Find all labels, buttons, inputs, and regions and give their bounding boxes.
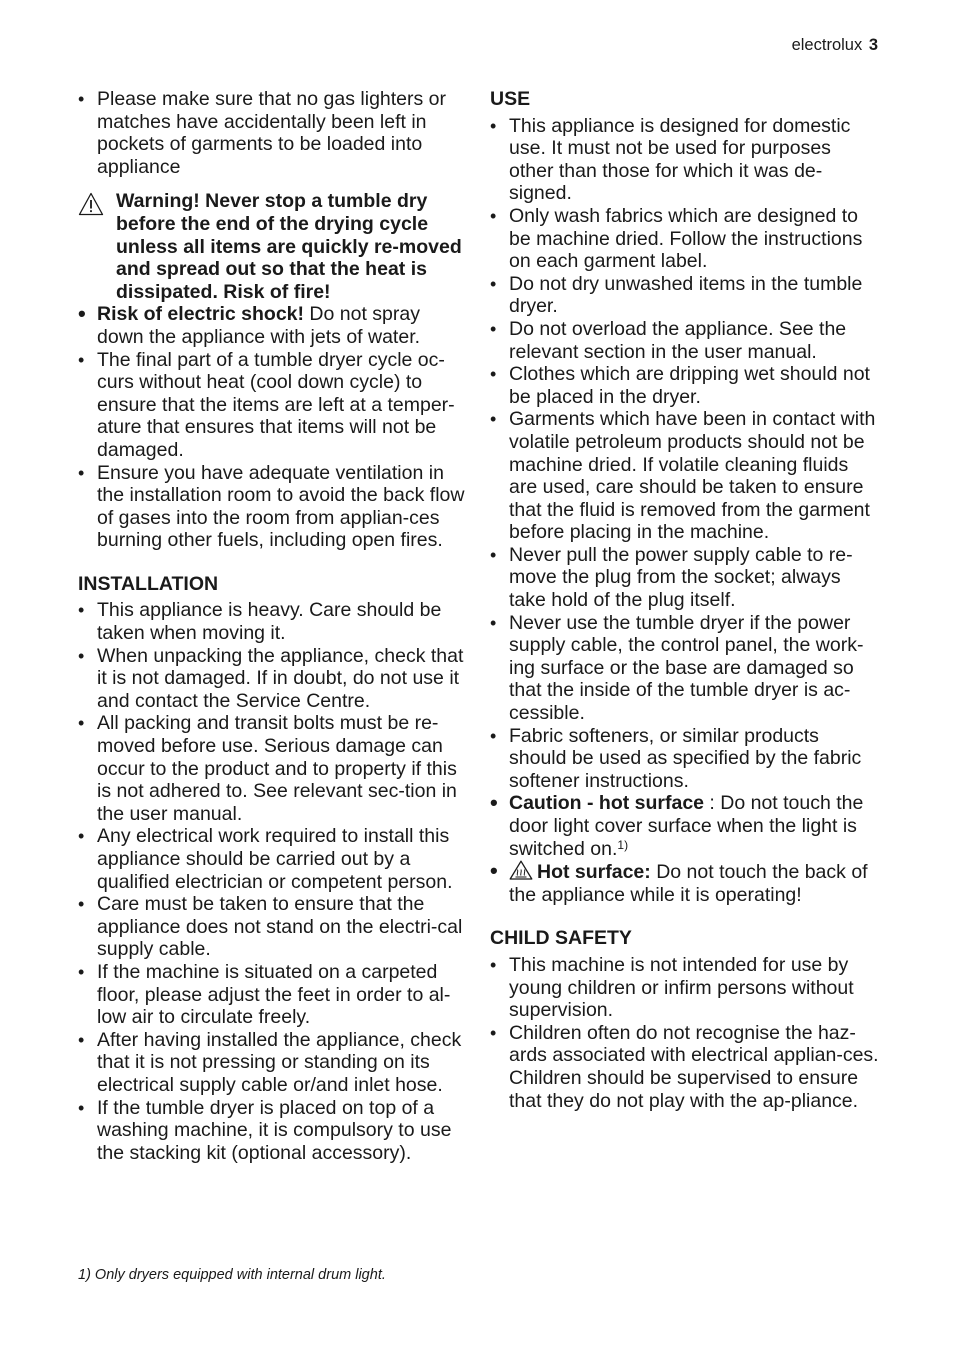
list-item: • When unpacking the appliance, check that it is not damaged. If in doubt, do not use it and contact the Service Centre. (78, 645, 468, 713)
installation-heading: INSTALLATION (78, 572, 219, 595)
hot-surface-icon (509, 860, 533, 880)
list-item: • Fabric softeners, or similar products should be used as specified by the fabric softener instructions. (490, 725, 880, 793)
list-item: • Never pull the power supply cable to re-move the plug from the socket; always take hold of the plug itself. (490, 544, 880, 612)
safety-list (78, 303, 468, 552)
list-item: • Only wash fabrics which are designed to be machine dried. Follow the instructions on each garment label. (490, 205, 880, 273)
list-item: • Any electrical work required to install this appliance should be carried out by a qualified electrician or competent person. (78, 825, 468, 893)
page-number: 3 (868, 36, 878, 54)
child-safety-heading: CHILD SAFETY (490, 927, 632, 950)
child-safety-list (490, 954, 880, 1112)
list-item: • After having installed the appliance, check that it is not pressing or standing on its electrical supply cable or/and inlet hose. (78, 1029, 468, 1097)
shock-text: Do not spray down the appliance with jets of water. (97, 303, 421, 348)
list-item: • This appliance is heavy. Care should be taken when moving it. (78, 599, 468, 644)
footnote-ref: 1) (617, 837, 629, 852)
list-item: • Children often do not recognise the haz-ards associated with electrical applian-ces. Children should be supervised to ensure that they do not play with the ap-pliance. (490, 1022, 880, 1112)
list-item: • This machine is not intended for use by young children or infirm persons without supervision. (490, 954, 880, 1022)
hot-surface-label: Hot surface: (537, 861, 651, 884)
list-item: • Ensure you have adequate ventilation in the installation room to avoid the back flow of gases into the room from applian-ces burning other fuels, including open fires. (78, 462, 468, 552)
shock-label: Risk of electric shock! (97, 303, 304, 326)
caution-label: Caution - hot surface (509, 792, 705, 815)
footnote: 1) Only dryers equipped with internal drum light. (78, 1267, 386, 1283)
warning-text: Warning! Never stop a tumble dry before the end of the drying cycle unless all items are quickly re-moved and spread out so that the heat is dissipated. Risk of fire! (116, 190, 462, 303)
right-column (490, 88, 880, 1112)
list-item: • If the machine is situated on a carpeted floor, please adjust the feet in order to al-low air to circulate freely. (78, 961, 468, 1029)
list-item: • The final part of a tumble dryer cycle oc-curs without heat (cool down cycle) to ensure that the items are left at a temper-ature that ensures that items will not be damaged. (78, 349, 468, 462)
hot-surface-text: Do not touch the back of the appliance while it is operating! (509, 861, 868, 906)
list-item: • Never use the tumble dryer if the power supply cable, the control panel, the work-ing surface or the base are damaged so that the inside of the tumble dryer is ac-cessible. (490, 612, 880, 725)
warning-icon (78, 192, 104, 216)
installation-list (78, 599, 468, 1164)
list-item: • Care must be taken to ensure that the appliance does not stand on the electri-cal supply cable. (78, 893, 468, 961)
fire-warning (78, 190, 468, 303)
list-item: • Do not dry unwashed items in the tumble dryer. (490, 273, 880, 318)
use-heading: USE (490, 88, 531, 110)
list-item: • Clothes which are dripping wet should not be placed in the dryer. (490, 363, 880, 408)
page-header (792, 36, 878, 55)
list-item (490, 792, 880, 860)
list-item (490, 860, 880, 906)
intro-list (78, 88, 468, 178)
list-item: • Do not overload the appliance. See the relevant section in the user manual. (490, 318, 880, 363)
list-item: • This appliance is designed for domestic use. It must not be used for purposes other than those for which it was de-signed. (490, 115, 880, 205)
caution-text: : Do not touch the door light cover surface when the light is switched on. (509, 792, 864, 860)
list-item: • Garments which have been in contact with volatile petroleum products should not be machine dried. If volatile cleaning fluids are used, care should be taken to ensure that the fluid is removed from the garment before placing in the machine. (490, 408, 880, 544)
list-item: • Please make sure that no gas lighters or matches have accidentally been left in pockets of garments to be loaded into appliance (78, 88, 468, 178)
left-column (78, 88, 468, 1164)
list-item: • All packing and transit bolts must be re-moved before use. Serious damage can occur to the product and to property if this is not adhered to. See relevant sec-tion in the user manual. (78, 712, 468, 825)
list-item: • If the tumble dryer is placed on top of a washing machine, it is compulsory to use the stacking kit (optional accessory). (78, 1097, 468, 1165)
list-item (78, 303, 468, 348)
use-list (490, 115, 880, 907)
brand-name: electrolux (791, 36, 863, 54)
